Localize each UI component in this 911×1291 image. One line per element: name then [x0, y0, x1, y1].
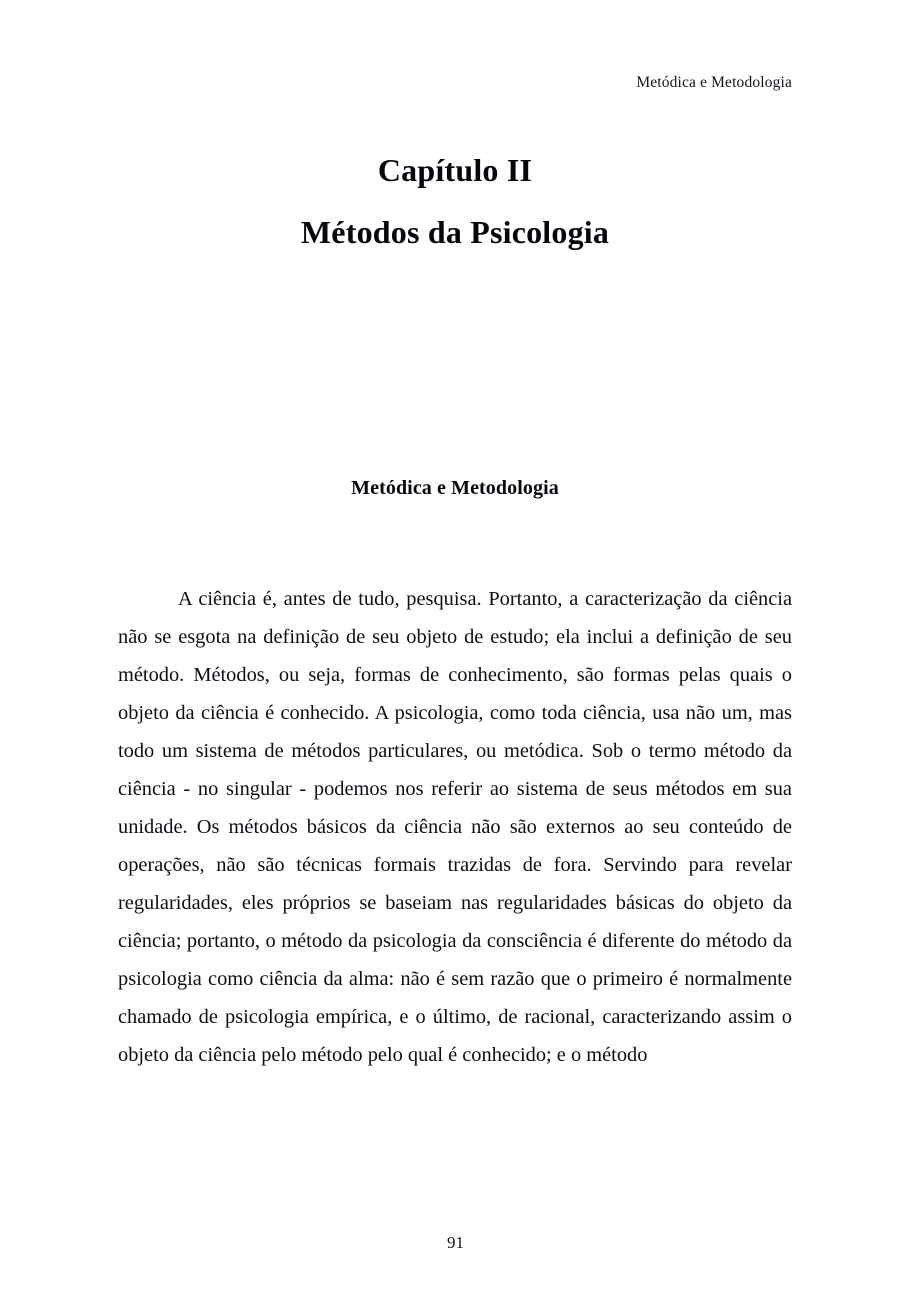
- chapter-number-label: Capítulo II: [377, 152, 533, 188]
- paragraph: A ciência é, antes de tudo, pesquisa. Portanto, a caracterização da ciência não se esgota na definição de seu objeto de estudo; ela inclui a definição de seu método. Métodos, ou seja, formas de conhecimento, são formas pelas quais o objeto da ciência é conhecido. A psicologia, como toda ciência, usa não um, mas todo um sistema de métodos particulares, ou metódica. Sob o termo método da ciência - no singular - podemos nos referir ao sistema de seus métodos em sua unidade. Os métodos básicos da ciência não são externos ao seu conteúdo de operações, não são técnicas formais trazidas de fora. Servindo para revelar regularidades, eles próprios se baseiam nas regularidades básicas do objeto da ciência; portanto, o método da psicologia da consciência é diferente do método da psicologia como ciência da alma: não é sem razão que o primeiro é normalmente chamado de psicologia empírica, e o último, de racional, caracterizando assim o objeto da ciência pelo método pelo qual é conhecido; e o método: [118, 588, 792, 1066]
- body-text-block: [118, 580, 792, 1074]
- chapter-title: Métodos da Psicologia: [300, 214, 610, 250]
- page-number: 91: [447, 1233, 464, 1252]
- chapter-title-block: [118, 148, 792, 254]
- section-heading: Metódica e Metodologia: [351, 477, 559, 499]
- running-head: Metódica e Metodologia: [636, 74, 792, 91]
